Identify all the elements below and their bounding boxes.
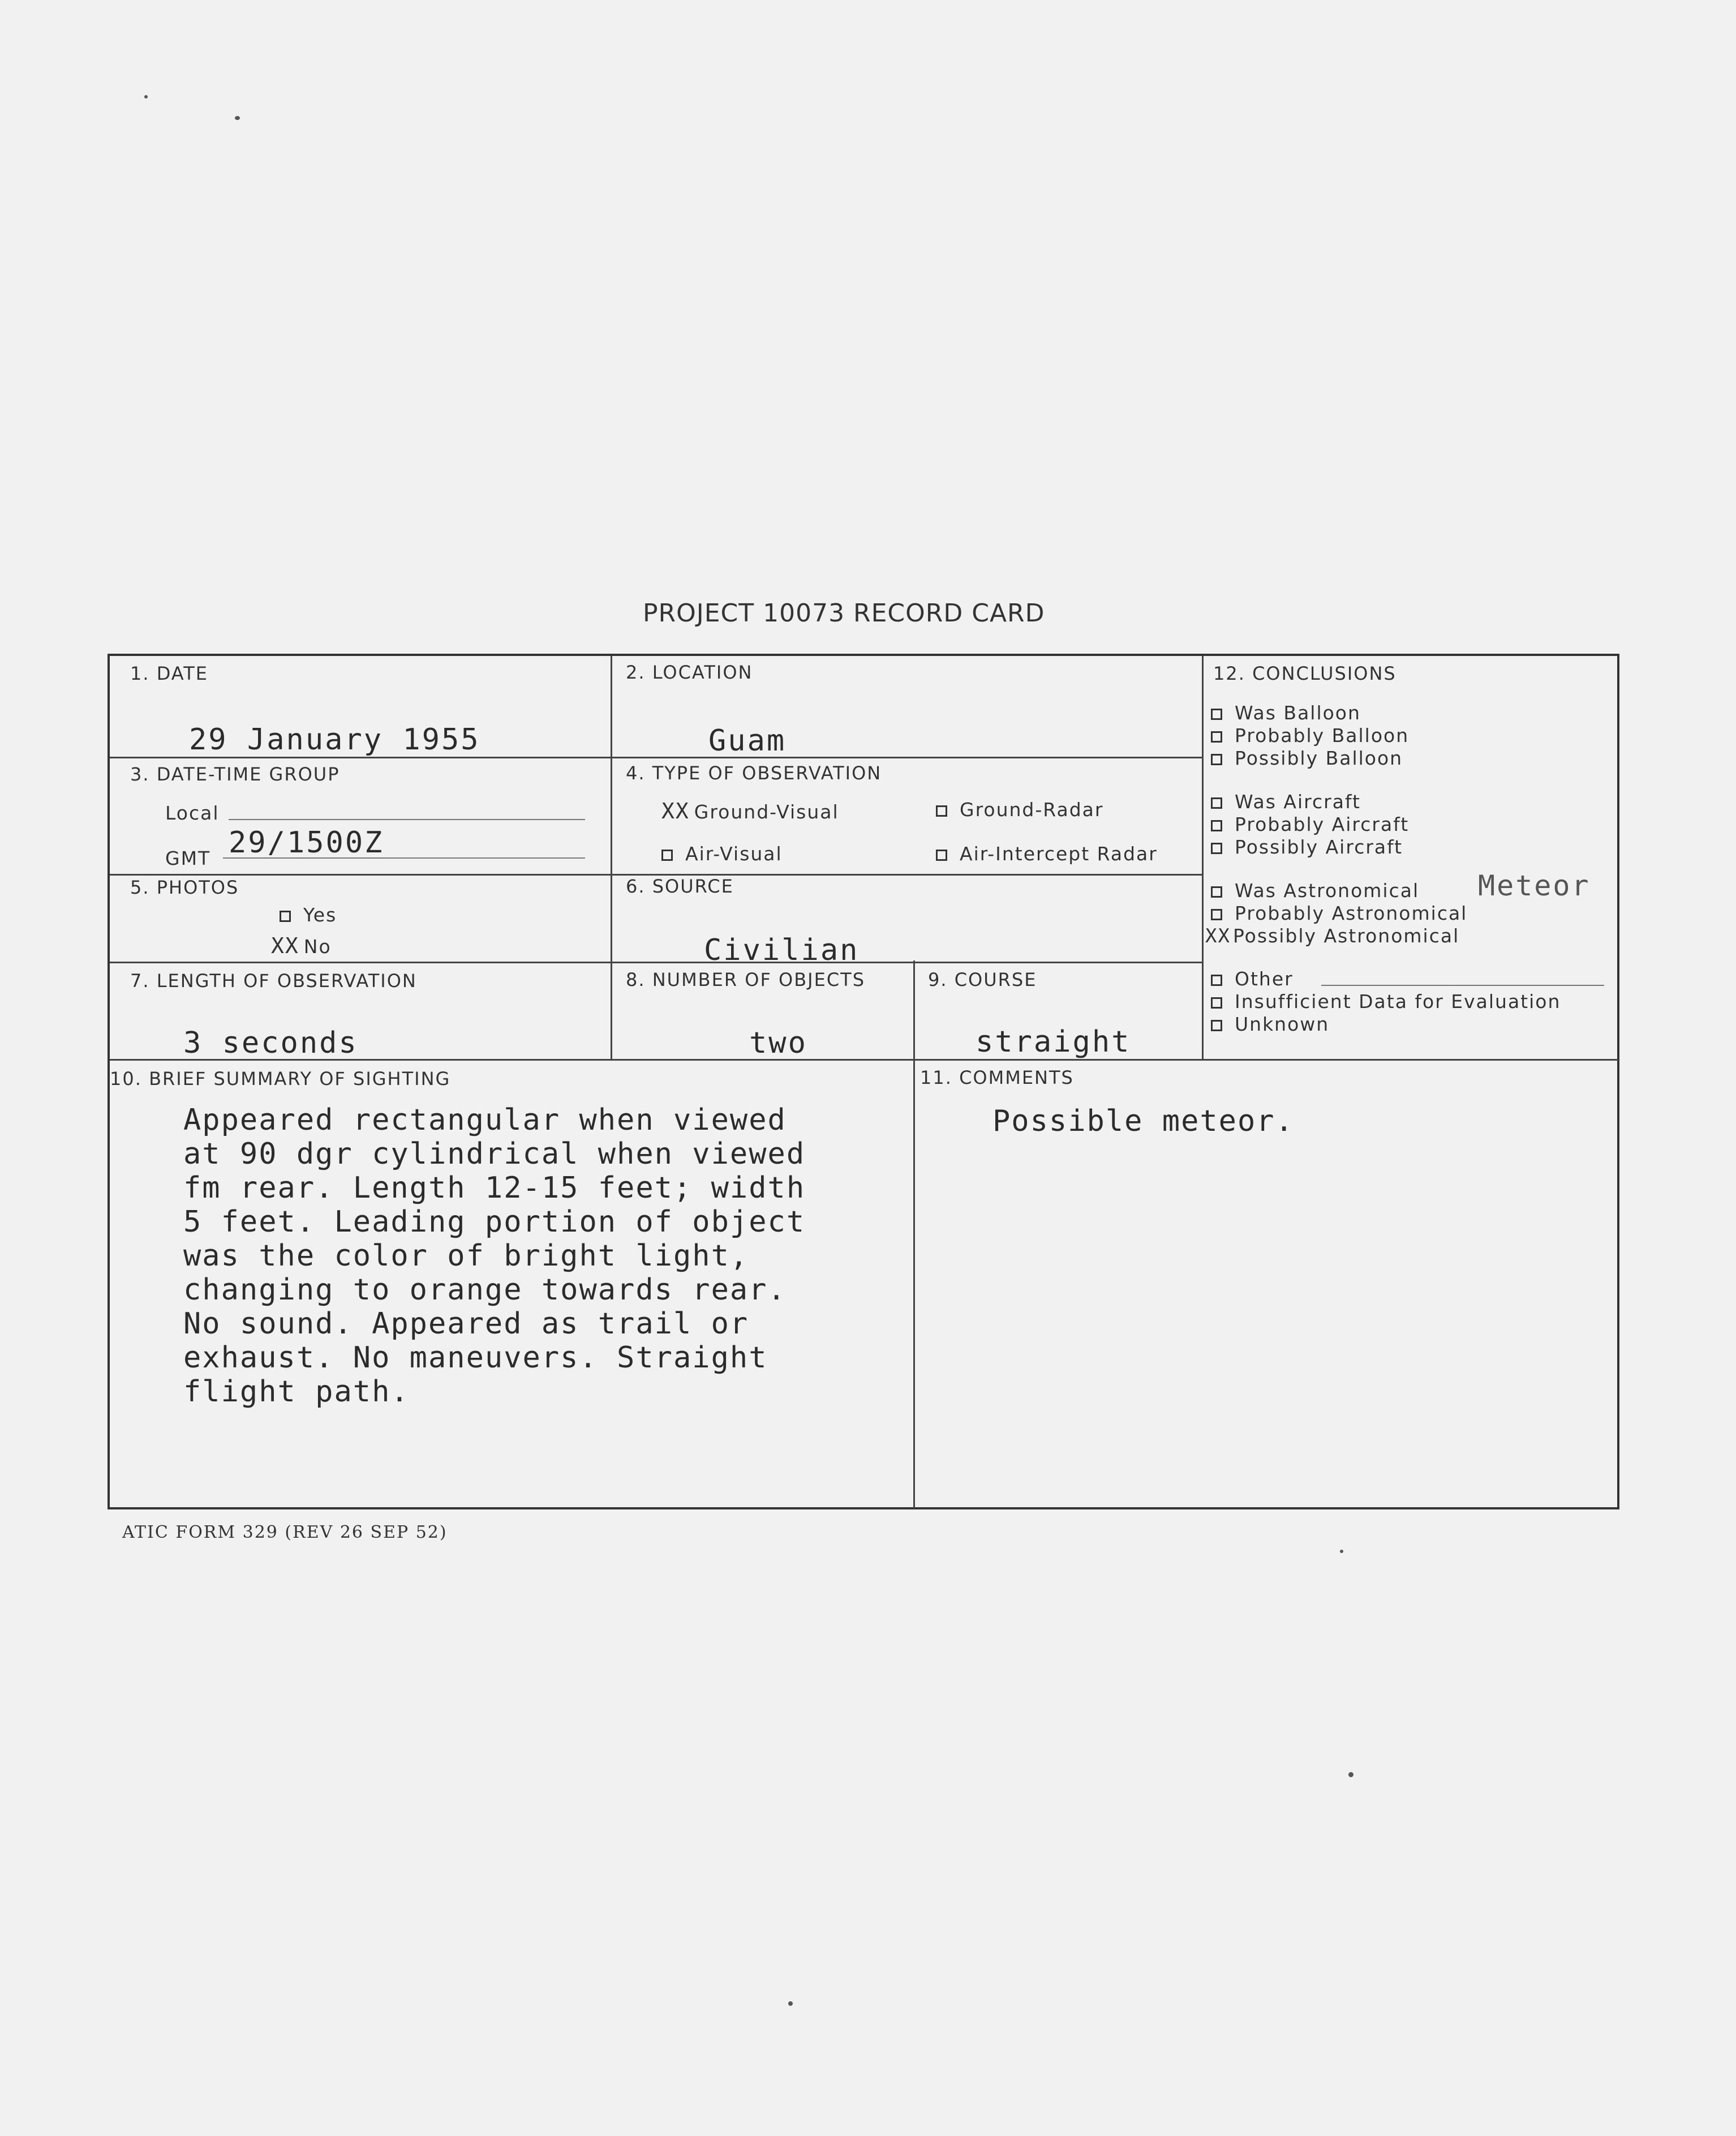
- comments-value: Possible meteor.: [992, 1104, 1294, 1138]
- conclusion-item: Was Astronomical: [1211, 880, 1419, 902]
- photos-yes: Yes: [280, 904, 337, 926]
- summary-line: changing to orange towards rear.: [183, 1273, 787, 1307]
- date-value: 29 January 1955: [189, 723, 480, 757]
- conclusion-item-checked: XX Possibly Astronomical: [1205, 925, 1460, 947]
- checkbox: [1211, 975, 1222, 986]
- checkbox: [280, 911, 291, 922]
- speck: [1340, 1550, 1343, 1553]
- summary-line: at 90 dgr cylindrical when viewed: [183, 1137, 806, 1171]
- summary-line: 5 feet. Leading portion of object: [183, 1205, 806, 1239]
- conclusion-item: Probably Aircraft: [1211, 813, 1409, 835]
- summary-line: was the color of bright light,: [183, 1239, 749, 1273]
- checked-mark: XX: [271, 933, 299, 958]
- conclusions-label: 12. CONCLUSIONS: [1213, 663, 1396, 684]
- conclusion-item: Probably Astronomical: [1211, 902, 1467, 924]
- conclusion-item: Other: [1211, 968, 1294, 990]
- checkbox: [1211, 909, 1222, 920]
- summary-line: Appeared rectangular when viewed: [183, 1103, 787, 1137]
- gmt-value: 29/1500Z: [229, 826, 384, 860]
- checked-mark: XX: [661, 799, 690, 823]
- photos-label: 5. PHOTOS: [130, 877, 239, 898]
- checkbox: [661, 850, 673, 861]
- checkbox: [1211, 731, 1222, 743]
- astronomical-note: Meteor: [1478, 869, 1591, 902]
- gmt-label: GMT: [165, 847, 211, 869]
- speck: [788, 2001, 793, 2006]
- checked-mark: XX: [1205, 925, 1231, 947]
- location-label: 2. LOCATION: [626, 662, 753, 683]
- conclusion-item: Was Balloon: [1211, 702, 1361, 724]
- checkbox: [936, 850, 947, 861]
- type-obs-label: 4. TYPE OF OBSERVATION: [626, 762, 882, 784]
- checkbox: [1211, 886, 1222, 898]
- photos-no: XX No: [271, 933, 332, 958]
- summary-line: fm rear. Length 12-15 feet; width: [183, 1171, 806, 1205]
- conclusion-item: Was Aircraft: [1211, 791, 1361, 813]
- conclusion-item: Unknown: [1211, 1013, 1329, 1035]
- speck: [235, 116, 240, 120]
- option-air-intercept-radar: Air-Intercept Radar: [936, 843, 1158, 865]
- local-label: Local: [165, 802, 220, 824]
- form-footer: ATIC FORM 329 (REV 26 SEP 52): [122, 1522, 448, 1542]
- num-objects-value: two: [749, 1026, 807, 1060]
- option-ground-visual: XX Ground-Visual: [661, 799, 839, 823]
- source-label: 6. SOURCE: [626, 876, 734, 897]
- summary-label: 10. BRIEF SUMMARY OF SIGHTING: [110, 1068, 451, 1090]
- course-value: straight: [976, 1025, 1131, 1059]
- speck: [1348, 1772, 1353, 1777]
- conclusion-item: Possibly Aircraft: [1211, 836, 1403, 858]
- source-value: Civilian: [704, 933, 860, 967]
- dtg-label: 3. DATE-TIME GROUP: [130, 764, 340, 785]
- location-value: Guam: [708, 724, 787, 758]
- option-air-visual: Air-Visual: [661, 843, 783, 865]
- summary-line: No sound. Appeared as trail or: [183, 1307, 749, 1341]
- length-label: 7. LENGTH OF OBSERVATION: [130, 970, 417, 992]
- speck: [144, 95, 148, 98]
- conclusion-item: Possibly Balloon: [1211, 747, 1403, 769]
- length-value: 3 seconds: [183, 1026, 358, 1060]
- summary-line: exhaust. No maneuvers. Straight: [183, 1341, 768, 1375]
- checkbox: [1211, 820, 1222, 831]
- course-label: 9. COURSE: [928, 969, 1037, 990]
- checkbox: [1211, 797, 1222, 809]
- date-label: 1. DATE: [130, 663, 208, 684]
- page-title: PROJECT 10073 RECORD CARD: [643, 599, 1045, 628]
- comments-label: 11. COMMENTS: [920, 1067, 1074, 1088]
- conclusion-item: Probably Balloon: [1211, 724, 1409, 747]
- checkbox: [936, 805, 947, 817]
- checkbox: [1211, 1020, 1222, 1031]
- checkbox: [1211, 843, 1222, 854]
- num-objects-label: 8. NUMBER OF OBJECTS: [626, 969, 866, 990]
- conclusion-item: Insufficient Data for Evaluation: [1211, 990, 1561, 1013]
- option-ground-radar: Ground-Radar: [936, 799, 1103, 821]
- record-card: [108, 654, 1619, 1509]
- checkbox: [1211, 754, 1222, 765]
- checkbox: [1211, 709, 1222, 720]
- checkbox: [1211, 997, 1222, 1009]
- summary-line: flight path.: [183, 1375, 410, 1409]
